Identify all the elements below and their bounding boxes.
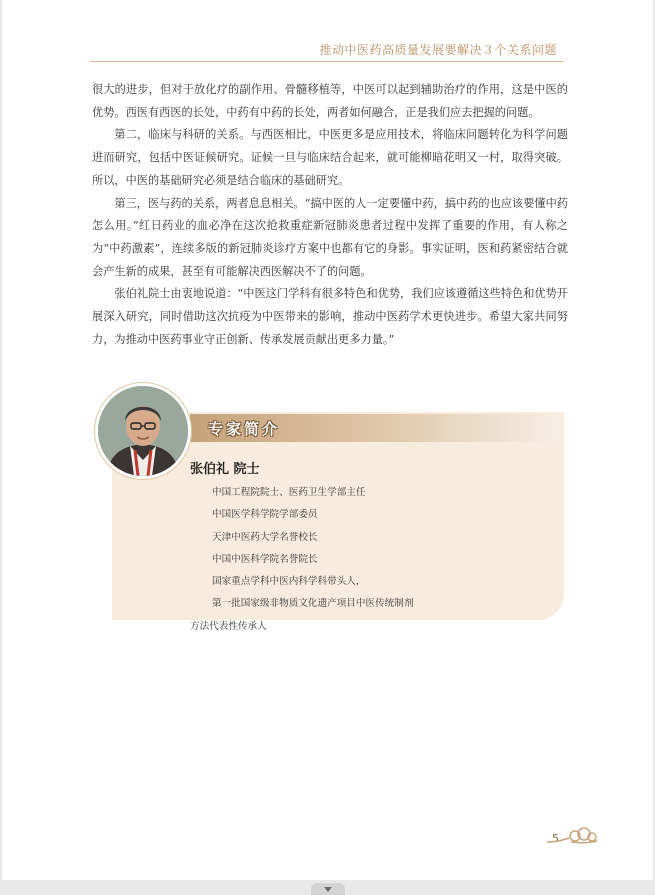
page-number: 5 <box>552 832 559 845</box>
paragraph-4: 张伯礼院士由衷地说道：“中医这门学科有很多特色和优势，我们应该遵循这些特色和优势开展深入研究，同时借助这次抗疫为中医带来的影响，推动中医药学术更快进步。希望大家共同努力，为推动中医药事业守正创新、传承发展贡献出更多力量。” <box>92 287 568 346</box>
cloud-ornament-icon <box>543 826 599 846</box>
paragraph-3: 第三，医与药的关系，两者息息相关。“搞中医的人一定要懂中药，搞中药的也应该要懂中药怎么用。”红日药业的血必净在这次抢救重症新冠肺炎患者过程中发挥了重要的作用，有人称之为“中药激素”，连续多版的新冠肺炎诊疗方案中也都有它的身影。事实证明，医和药紧密结合就会产生新的成果，甚至有可能解决西医解决不了的问题。 <box>92 196 568 278</box>
credential-item: 天津中医药大学名誉校长 <box>212 531 318 543</box>
running-header-title: 推动中医药高质量发展要解决３个关系问题 <box>319 43 557 57</box>
credential-item: 方法代表性传承人 <box>190 620 267 632</box>
expert-bio-header <box>190 414 560 442</box>
credential-item: 第一批国家级非物质文化遗产项目中医传统制剂 <box>212 598 414 610</box>
expert-name: 张伯礼 院士 <box>190 462 260 477</box>
header-divider <box>90 61 563 62</box>
credential-item: 国家重点学科中医内科学科带头人， <box>212 576 366 588</box>
credential-item: 中国医学科学院学部委员 <box>212 509 318 521</box>
expert-bio-label: 专家简介 <box>208 420 281 438</box>
paragraph-1: 很大的进步，但对于放化疗的副作用、骨髓移植等，中医可以起到辅助治疗的作用，这是中医的优势。西医有西医的长处，中药有中药的长处，两者如何融合，正是我们应去把握的问题。 <box>92 83 568 119</box>
credential-item: 中国中医科学院名誉院长 <box>212 553 318 565</box>
paragraph-2: 第二，临床与科研的关系。与西医相比，中医更多是应用技术，将临床问题转化为科学问题进而研究，包括中医证候研究。证候一旦与临床结合起来，就可能柳暗花明又一村，取得突破。所以，中医的基础研究必须是结合临床的基础研究。 <box>92 128 568 187</box>
scroll-down-tab[interactable] <box>311 883 345 895</box>
portrait-photo <box>95 383 191 479</box>
credential-item: 中国工程院院士、医药卫生学部主任 <box>212 487 366 498</box>
article-body <box>92 79 568 351</box>
expert-credentials <box>190 482 480 638</box>
chevron-down-icon <box>324 887 332 892</box>
